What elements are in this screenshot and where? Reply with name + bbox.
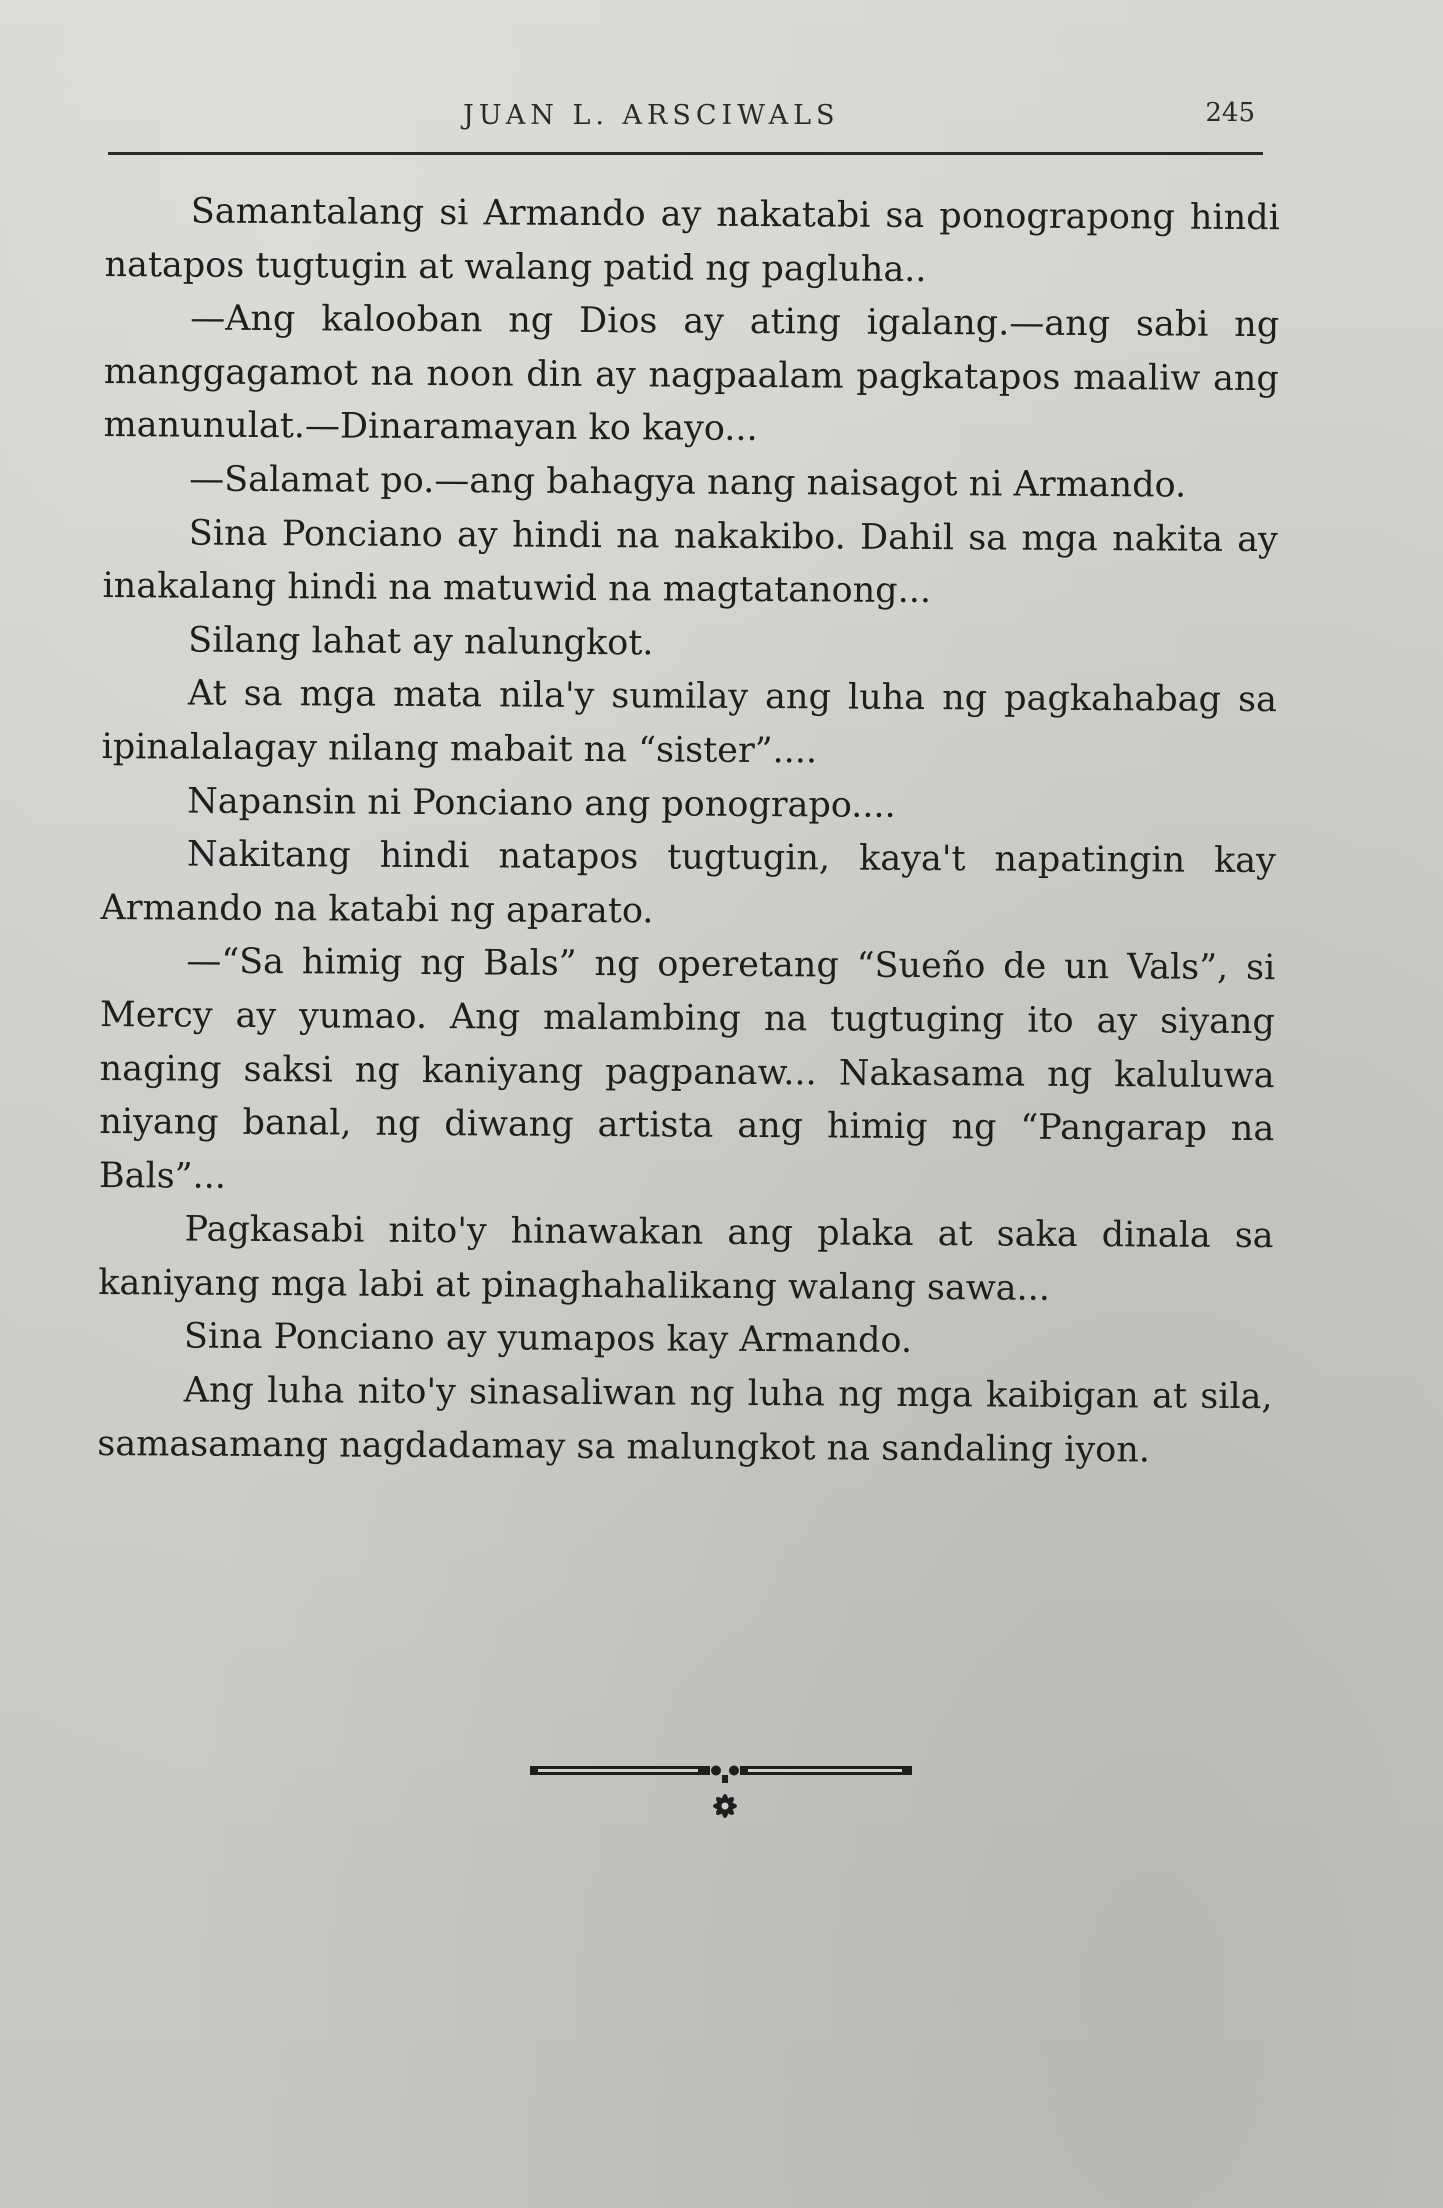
paragraph: At sa mga mata nila'y sumilay ang luha ng pagkahabag sa ipinalalagay nilang mabait na “sister”.... <box>101 673 1277 772</box>
paragraph: Nakitang hindi natapos tugtugin, kaya't napatingin kay Armando na katabi ng aparato. <box>100 834 1277 932</box>
paragraph: Pagkasabi nito'y hinawakan ang plaka at saka dinala sa kaniyang mga labi at pinaghahalikang walang sawa... <box>98 1209 1274 1309</box>
paragraph: Sina Ponciano ay yumapos kay Armando. <box>183 1316 913 1362</box>
paragraph: Napansin ni Ponciano ang ponograpo.... <box>187 781 896 826</box>
paragraph: Ang luha nito'y sinasaliwan ng luha ng mga kaibigan at sila, samasamang nagdadamay sa malungkot na sandaling iyon. <box>97 1370 1273 1471</box>
decorative-divider-icon <box>530 1758 920 1838</box>
paragraph: Samantalang si Armando ay nakatabi sa ponograpong hindi natapos tugtugin at walang patid ng pagluha.. <box>104 191 1280 290</box>
paragraph: Sina Ponciano ay hindi na nakakibo. Dahil sa mga nakita ay inakalang hindi na matuwid na magtatanong... <box>102 513 1278 612</box>
page-header <box>108 92 1263 155</box>
paragraph: —Ang kalooban ng Dios ay ating igalang.—ang sabi ng manggagamot na noon din ay nagpaalam pagkatapos maaliw ang manunulat.—Dinaramayan ko kayo... <box>103 298 1280 450</box>
page-number: 245 <box>1205 98 1255 128</box>
paragraph: —“Sa himig ng Bals” ng operetang “Sueño de un Vals”, si Mercy ay yumao. Ang malambing na tugtuging ito ay siyang naging saksi ng kaniyang pagpanaw... Nakasama ng kaluluwa niyang banal, ng diwang artista ang himig ng “Pangarap na Bals”... <box>98 941 1276 1197</box>
running-head: JUAN L. ARSCIWALS <box>463 100 840 131</box>
paragraph: —Salamat po.—ang bahagya nang naisagot ni Armando. <box>189 459 1187 506</box>
body-text <box>97 185 1280 1478</box>
paragraph: Silang lahat ay nalungkot. <box>188 620 654 664</box>
